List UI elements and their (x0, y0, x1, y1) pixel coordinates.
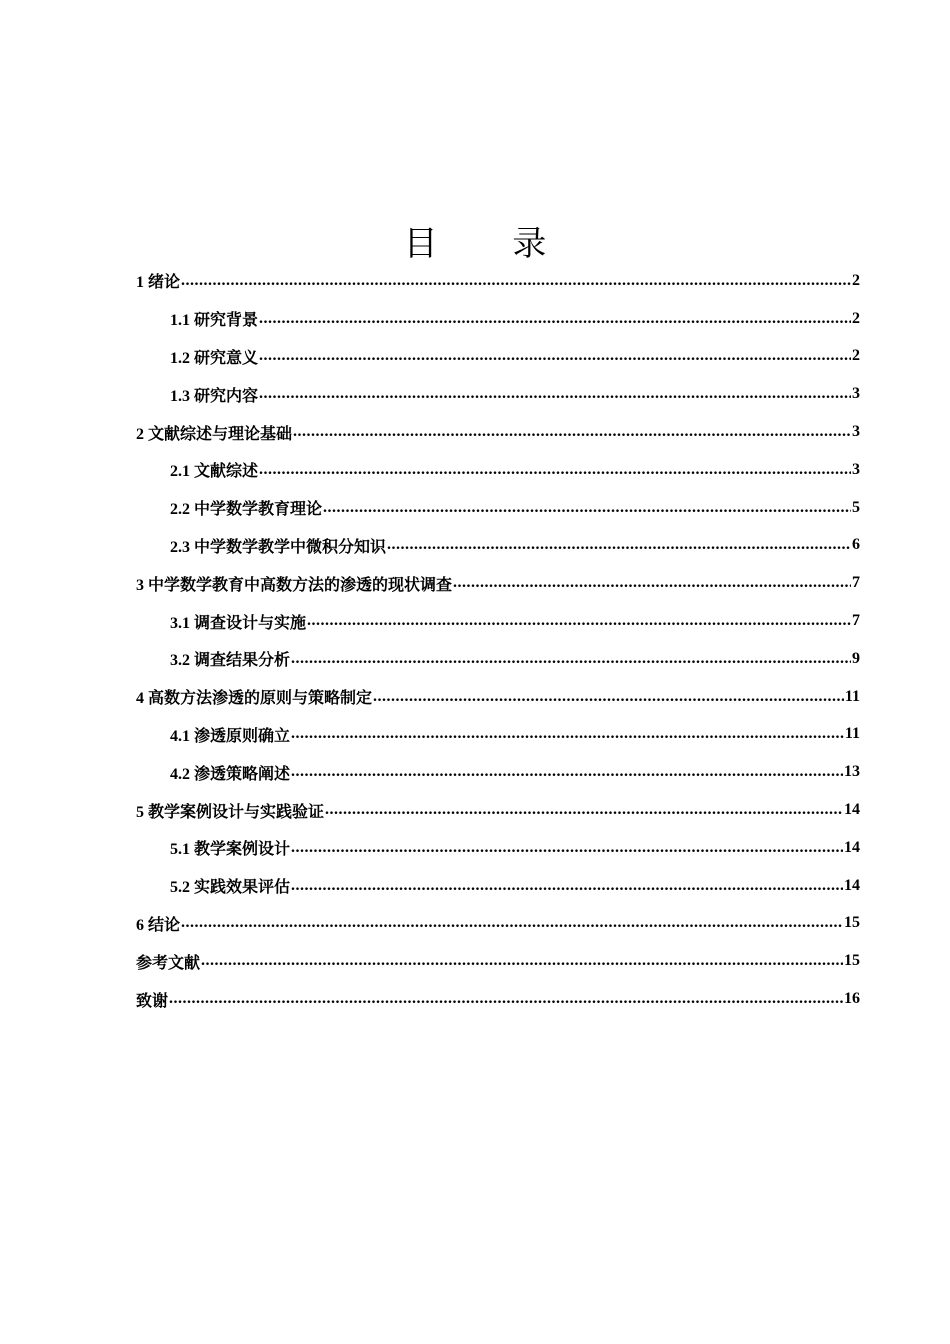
toc-subsection-entry[interactable] (136, 753, 860, 791)
toc-entry-title: 2.2 中学数学教育理论 (170, 501, 323, 519)
toc-subsection-entry[interactable] (136, 829, 860, 867)
dot-leader (293, 423, 851, 441)
toc-entry-page-number: 11 (844, 725, 860, 743)
toc-entry-page-number: 15 (844, 914, 860, 932)
toc-entry-title: 3 中学数学教育中高数方法的渗透的现状调查 (136, 576, 453, 594)
toc-entry-title: 5.1 教学案例设计 (170, 841, 291, 859)
toc-entry-title: 1.3 研究内容 (170, 387, 259, 405)
toc-entry-page-number: 11 (844, 687, 860, 705)
toc-subsection-entry[interactable] (136, 300, 860, 338)
dot-leader (259, 385, 851, 403)
toc-entry-page-number: 13 (844, 763, 860, 781)
dot-leader (181, 272, 851, 290)
dot-leader (307, 612, 851, 630)
toc-entry-title: 2.1 文献综述 (170, 463, 259, 481)
toc-entry-title: 4.2 渗透策略阐述 (170, 765, 291, 783)
toc-entry-title: 5.2 实践效果评估 (170, 879, 291, 897)
toc-entry-page-number: 14 (844, 838, 860, 856)
toc-entry-title: 2 文献综述与理论基础 (136, 425, 293, 443)
dot-leader (291, 725, 844, 743)
toc-section-entry[interactable] (136, 413, 860, 451)
toc-entry-title: 1.1 研究背景 (170, 312, 259, 330)
toc-entry-title: 参考文献 (136, 954, 201, 972)
toc-entry-page-number: 16 (844, 990, 860, 1008)
toc-entry-page-number: 2 (852, 271, 860, 289)
toc-entry-page-number: 14 (844, 876, 860, 894)
dot-leader (373, 688, 844, 706)
toc-entry-page-number: 14 (844, 801, 860, 819)
toc-subsection-entry[interactable] (136, 489, 860, 527)
toc-entry-page-number: 6 (852, 536, 860, 554)
dot-leader (323, 499, 851, 517)
toc-entry-page-number: 5 (852, 498, 860, 516)
toc-entry-page-number: 3 (852, 385, 860, 403)
toc-section-entry[interactable] (136, 905, 860, 943)
toc-entry-page-number: 3 (852, 423, 860, 441)
toc-entry-title: 2.3 中学数学教学中微积分知识 (170, 538, 387, 556)
toc-section-entry[interactable] (136, 942, 860, 980)
table-of-contents (136, 262, 860, 1018)
toc-subsection-entry[interactable] (136, 527, 860, 565)
toc-entry-title: 致谢 (136, 992, 169, 1010)
dot-leader (259, 310, 851, 328)
toc-entry-page-number: 3 (852, 460, 860, 478)
toc-entry-title: 1.2 研究意义 (170, 349, 259, 367)
dot-leader (259, 347, 851, 365)
toc-subsection-entry[interactable] (136, 867, 860, 905)
dot-leader (325, 801, 843, 819)
toc-section-entry[interactable] (136, 678, 860, 716)
toc-entry-title: 6 结论 (136, 916, 181, 934)
toc-entry-page-number: 2 (852, 309, 860, 327)
toc-entry-title: 5 教学案例设计与实践验证 (136, 803, 325, 821)
toc-subsection-entry[interactable] (136, 602, 860, 640)
toc-section-entry[interactable] (136, 980, 860, 1018)
toc-entry-page-number: 7 (852, 612, 860, 630)
toc-section-entry[interactable] (136, 791, 860, 829)
toc-section-entry[interactable] (136, 262, 860, 300)
dot-leader (291, 839, 843, 857)
toc-subsection-entry[interactable] (136, 338, 860, 376)
dot-leader (291, 877, 843, 895)
toc-entry-title: 3.1 调查设计与实施 (170, 614, 307, 632)
dot-leader (201, 952, 843, 970)
toc-entry-title: 1 绪论 (136, 274, 181, 292)
dot-leader (291, 763, 843, 781)
dot-leader (453, 574, 851, 592)
dot-leader (181, 914, 843, 932)
toc-subsection-entry[interactable] (136, 640, 860, 678)
dot-leader (259, 461, 851, 479)
toc-entry-page-number: 15 (844, 952, 860, 970)
toc-entry-page-number: 2 (852, 347, 860, 365)
toc-subsection-entry[interactable] (136, 716, 860, 754)
dot-leader (169, 990, 843, 1008)
dot-leader (291, 650, 851, 668)
toc-entry-title: 4.1 渗透原则确立 (170, 727, 291, 745)
toc-entry-page-number: 9 (852, 649, 860, 667)
dot-leader (387, 536, 851, 554)
toc-subsection-entry[interactable] (136, 375, 860, 413)
toc-entry-title: 3.2 调查结果分析 (170, 652, 291, 670)
toc-entry-page-number: 7 (852, 574, 860, 592)
toc-subsection-entry[interactable] (136, 451, 860, 489)
toc-entry-title: 4 高数方法渗透的原则与策略制定 (136, 690, 373, 708)
toc-section-entry[interactable] (136, 564, 860, 602)
page-title: 目 录 (403, 224, 579, 264)
